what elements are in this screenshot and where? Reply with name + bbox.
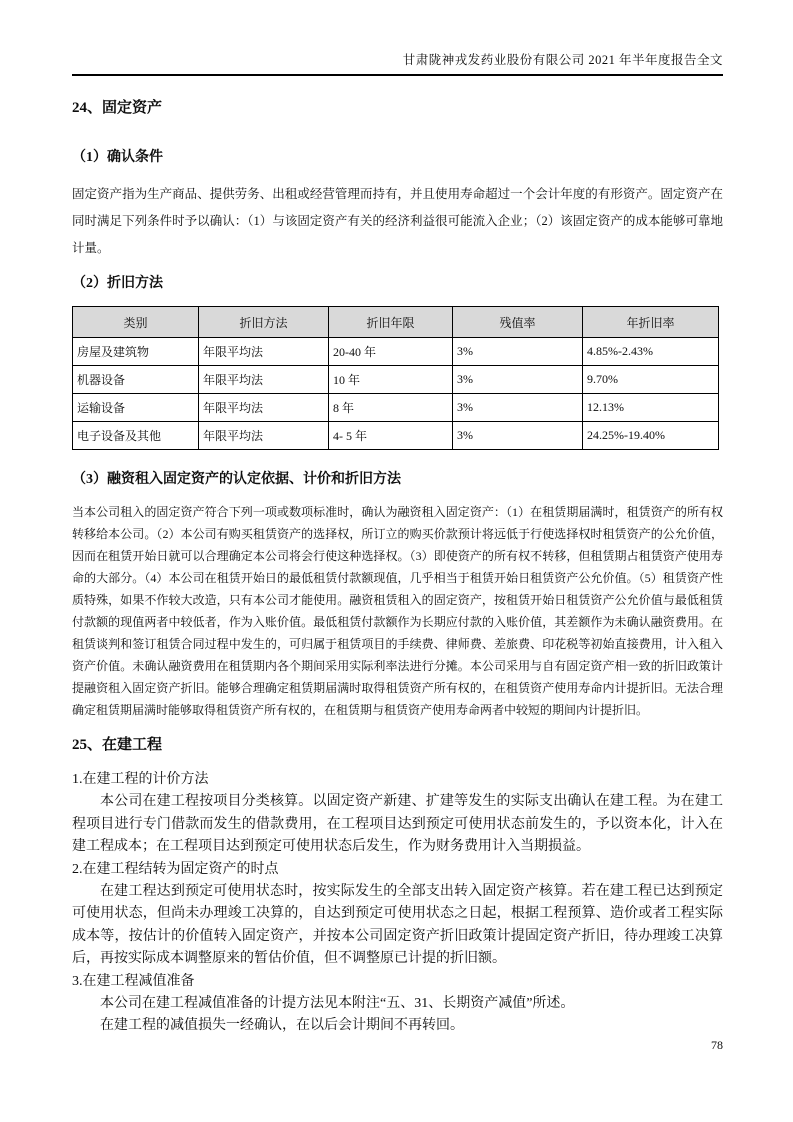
table-cell: 3% bbox=[453, 422, 583, 450]
table-cell: 年限平均法 bbox=[199, 338, 329, 366]
table-cell: 3% bbox=[453, 366, 583, 394]
table-cell: 3% bbox=[453, 338, 583, 366]
table-cell: 年限平均法 bbox=[199, 422, 329, 450]
table-cell: 房屋及建筑物 bbox=[73, 338, 199, 366]
table-cell: 4.85%-2.43% bbox=[583, 338, 719, 366]
cip-item3-line2: 在建工程的减值损失一经确认，在以后会计期间不再转回。 bbox=[100, 1018, 464, 1034]
page-number: 78 bbox=[711, 1038, 723, 1052]
depreciation-table bbox=[72, 306, 719, 450]
paragraph-finance-lease: 当本公司租入的固定资产符合下列一项或数项标准时，确认为融资租入固定资产：（1）在租赁期届满时，租赁资产的所有权转移给本公司。（2）本公司有购买租赁资产的选择权，所订立的购买价款预计将远低于行使选择权时租赁资产的公允价值，因而在租赁开始日就可以合理确定本公司将会行使这种选择权。（3）即使资产的所有权不转移，但租赁期占租赁资产使用寿命的大部分。（4）本公司在租赁开始日的最低租赁付款额现值，几乎相当于租赁开始日租赁资产公允价值。（5）租赁资产性质特殊，如果不作较大改造，只有本公司才能使用。融资租赁租入的固定资产，按租赁开始日租赁资产公允价值与最低租赁付款额的现值两者中较低者，作为入账价值。最低租赁付款额作为长期应付款的入账价值，其差额作为未确认融资费用。在租赁谈判和签订租赁合同过程中发生的，可归属于租赁项目的手续费、律师费、差旅费、印花税等初始直接费用，计入租入资产价值。未确认融资费用在租赁期内各个期间采用实际利率法进行分摊。本公司采用与自有固定资产相一致的折旧政策计提融资租入固定资产折旧。能够合理确定租赁期届满时取得租赁资产所有权的，在租赁资产使用寿命内计提折旧。无法合理确定租赁期届满时能够取得租赁资产所有权的，在租赁期与租赁资产使用寿命两者中较短的期间内计提折旧。 bbox=[72, 505, 723, 717]
table-cell: 12.13% bbox=[583, 394, 719, 422]
section-24-sub1-title: （1）确认条件 bbox=[72, 150, 163, 165]
section-25-body bbox=[72, 769, 723, 1038]
table-header-category: 类别 bbox=[73, 307, 199, 338]
paragraph-recognition-conditions: 固定资产指为生产商品、提供劳务、出租或经营管理而持有，并且使用寿命超过一个会计年度的有形资产。固定资产在同时满足下列条件时予以确认：（1）与该固定资产有关的经济利益很可能流入企业；（2）该固定资产的成本能够可靠地计量。 bbox=[72, 187, 723, 255]
table-header-residual-rate: 残值率 bbox=[453, 307, 583, 338]
document-content bbox=[72, 0, 723, 1038]
cip-item1-title: 1.在建工程的计价方法 bbox=[72, 772, 209, 787]
section-24-title: 24、固定资产 bbox=[72, 100, 163, 116]
section-24-sub3-title: （3）融资租入固定资产的认定依据、计价和折旧方法 bbox=[72, 472, 401, 487]
table-header-row bbox=[73, 307, 719, 338]
table-row bbox=[73, 422, 719, 450]
table-cell: 3% bbox=[453, 394, 583, 422]
table-cell: 9.70% bbox=[583, 366, 719, 394]
cip-item2-title: 2.在建工程结转为固定资产的时点 bbox=[72, 861, 279, 877]
header-divider bbox=[72, 74, 723, 76]
table-cell: 8 年 bbox=[329, 394, 453, 422]
depreciation-table-body bbox=[73, 338, 719, 450]
document-header bbox=[72, 0, 723, 69]
cip-item2-body: 在建工程达到预定可使用状态时，按实际发生的全部支出转入固定资产核算。若在建工程已达到预定可使用状态，但尚未办理竣工决算的，自达到预定可使用状态之日起，根据工程预算、造价或者工程实际成本等，按估计的价值转入固定资产，并按本公司固定资产折旧政策计提固定资产折旧，待办理竣工决算后，再按实际成本调整原来的暂估价值，但不调整原已计提的折旧额。 bbox=[72, 884, 723, 967]
section-24-sub2-title: （2）折旧方法 bbox=[72, 276, 163, 291]
cip-item1-body: 本公司在建工程按项目分类核算。以固定资产新建、扩建等发生的实际支出确认在建工程。为在建工程项目进行专门借款而发生的借款费用，在工程项目达到预定可使用状态前发生的，予以资本化，计入在建工程成本；在工程项目达到预定可使用状态后发生，作为财务费用计入当期损益。 bbox=[72, 794, 723, 855]
table-row bbox=[73, 338, 719, 366]
table-cell: 年限平均法 bbox=[199, 366, 329, 394]
table-cell: 运输设备 bbox=[73, 394, 199, 422]
table-cell: 年限平均法 bbox=[199, 394, 329, 422]
table-row bbox=[73, 394, 719, 422]
cip-item3-title: 3.在建工程减值准备 bbox=[72, 973, 195, 989]
table-cell: 10 年 bbox=[329, 366, 453, 394]
table-row bbox=[73, 366, 719, 394]
table-header-annual-rate: 年折旧率 bbox=[583, 307, 719, 338]
document-header-title: 甘肃陇神戎发药业股份有限公司 2021 年半年度报告全文 bbox=[402, 53, 723, 67]
table-cell: 4- 5 年 bbox=[329, 422, 453, 450]
depreciation-table-header bbox=[73, 307, 719, 338]
cip-item3-line1: 本公司在建工程减值准备的计提方法见本附注“五、31、长期资产减值”所述。 bbox=[100, 996, 575, 1012]
table-header-method: 折旧方法 bbox=[199, 307, 329, 338]
table-header-life: 折旧年限 bbox=[329, 307, 453, 338]
table-cell: 20-40 年 bbox=[329, 338, 453, 366]
table-cell: 机器设备 bbox=[73, 366, 199, 394]
table-cell: 电子设备及其他 bbox=[73, 422, 199, 450]
table-cell: 24.25%-19.40% bbox=[583, 422, 719, 450]
section-25-title: 25、在建工程 bbox=[72, 737, 163, 753]
